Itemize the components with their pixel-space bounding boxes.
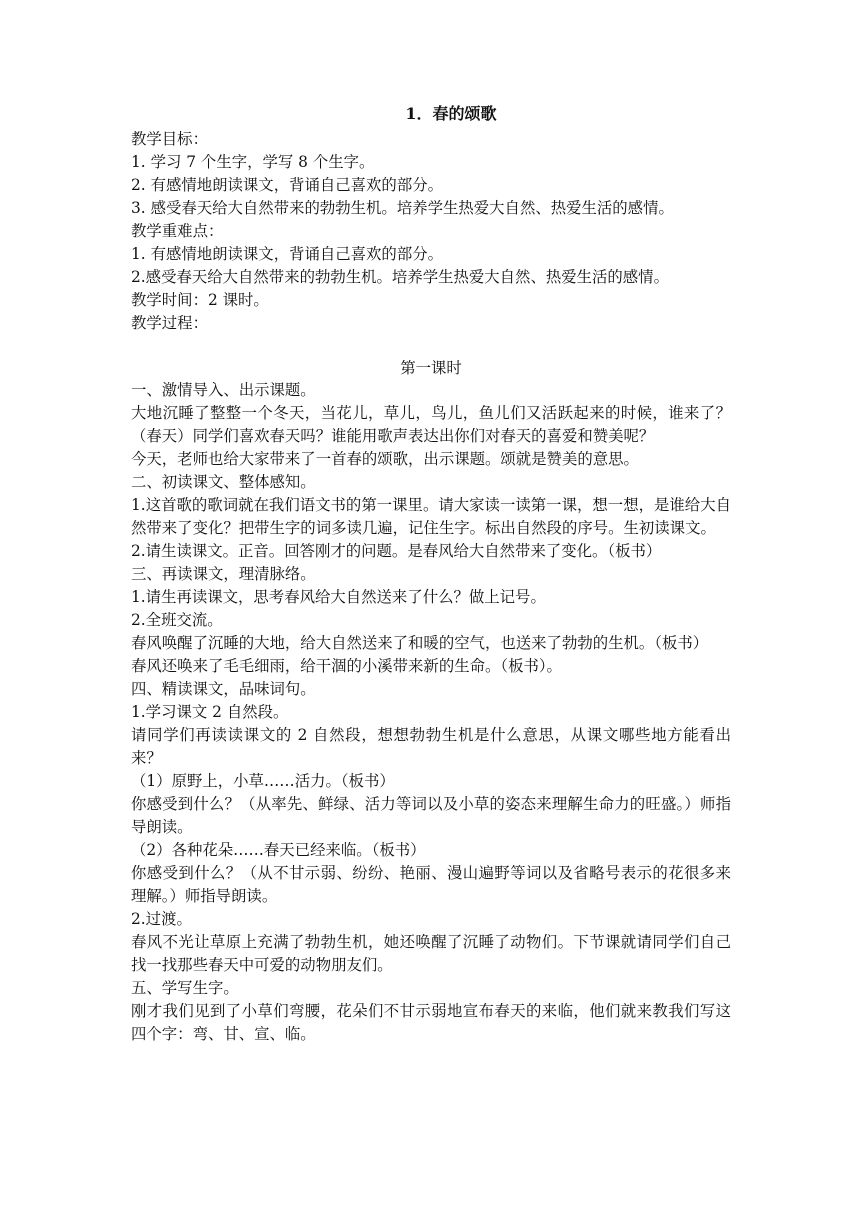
spacer bbox=[131, 335, 731, 357]
paragraph: 春风还唤来了毛毛细雨，给干涸的小溪带来新的生命。（板书）。 bbox=[131, 657, 562, 675]
section-heading: 一、激情导入、出示课题。 bbox=[131, 381, 316, 399]
section-heading: 二、初读课文、整体感知。 bbox=[131, 473, 316, 491]
paragraph: 你感受到什么？（从不甘示弱、纷纷、艳丽、漫山遍野等词以及省略号表示的花很多来理解。）师指导朗读。 bbox=[131, 864, 731, 905]
section-heading: 五、学写生字。 bbox=[131, 979, 239, 997]
paragraph: 2.全班交流。 bbox=[131, 611, 223, 629]
teaching-time: 教学时间：2 课时。 bbox=[131, 291, 269, 309]
goal-item: 3. 感受春天给大自然带来的勃勃生机。培养学生热爱大自然、热爱生活的感情。 bbox=[131, 199, 674, 217]
lesson-heading: 第一课时 bbox=[400, 359, 462, 377]
paragraph: 1.请生再读课文，思考春风给大自然送来了什么？做上记号。 bbox=[131, 588, 546, 606]
paragraph: 大地沉睡了整整一个冬天，当花儿，草儿，鸟儿，鱼儿们又活跃起来的时候，谁来了？（春天）同学们喜欢春天吗？谁能用歌声表达出你们对春天的喜爱和赞美呢？ bbox=[131, 404, 731, 445]
goals-heading: 教学目标： bbox=[131, 130, 208, 148]
document-title: 1．春的颂歌 bbox=[405, 104, 497, 123]
paragraph: 今天，老师也给大家带来了一首春的颂歌，出示课题。颂就是赞美的意思。 bbox=[131, 450, 639, 468]
paragraph: 春风唤醒了沉睡的大地，给大自然送来了和暖的空气，也送来了勃勃的生机。（板书） bbox=[131, 634, 709, 652]
key-points-heading: 教学重难点： bbox=[131, 222, 224, 240]
paragraph: 1.学习课文 2 自然段。 bbox=[131, 703, 289, 721]
paragraph: 刚才我们见到了小草们弯腰，花朵们不甘示弱地宣布春天的来临，他们就来教我们写这四个字：弯、甘、宣、临。 bbox=[131, 1002, 731, 1043]
paragraph: （1）原野上，小草……活力。（板书） bbox=[131, 772, 395, 790]
process-heading: 教学过程： bbox=[131, 314, 208, 332]
goal-item: 2. 有感情地朗读课文，背诵自己喜欢的部分。 bbox=[131, 176, 443, 194]
key-point-item: 2.感受春天给大自然带来的勃勃生机。培养学生热爱大自然、热爱生活的感情。 bbox=[131, 268, 669, 286]
paragraph: 春风不光让草原上充满了勃勃生机，她还唤醒了沉睡了动物们。下节课就请同学们自己找一找那些春天中可爱的动物朋友们。 bbox=[131, 933, 731, 974]
paragraph: 2.过渡。 bbox=[131, 910, 192, 928]
paragraph: 你感受到什么？（从率先、鲜绿、活力等词以及小草的姿态来理解生命力的旺盛。）师指导朗读。 bbox=[131, 795, 731, 836]
section-heading: 三、再读课文，理清脉络。 bbox=[131, 565, 316, 583]
goal-item: 1. 学习 7 个生字，学写 8 个生字。 bbox=[131, 153, 375, 171]
paragraph: 1.这首歌的歌词就在我们语文书的第一课里。请大家读一读第一课，想一想，是谁给大自然带来了变化？把带生字的词多读几遍，记住生字。标出自然段的序号。生初读课文。 bbox=[131, 496, 731, 537]
paragraph: 请同学们再读读课文的 2 自然段，想想勃勃生机是什么意思，从课文哪些地方能看出来？ bbox=[131, 726, 731, 767]
document-body bbox=[131, 100, 731, 1046]
paragraph: （2）各种花朵……春天已经来临。（板书） bbox=[131, 841, 426, 859]
paragraph: 2.请生读课文。正音。回答刚才的问题。是春风给大自然带来了变化。（板书） bbox=[131, 542, 662, 560]
section-heading: 四、精读课文，品味词句。 bbox=[131, 680, 316, 698]
key-point-item: 1. 有感情地朗读课文，背诵自己喜欢的部分。 bbox=[131, 245, 443, 263]
